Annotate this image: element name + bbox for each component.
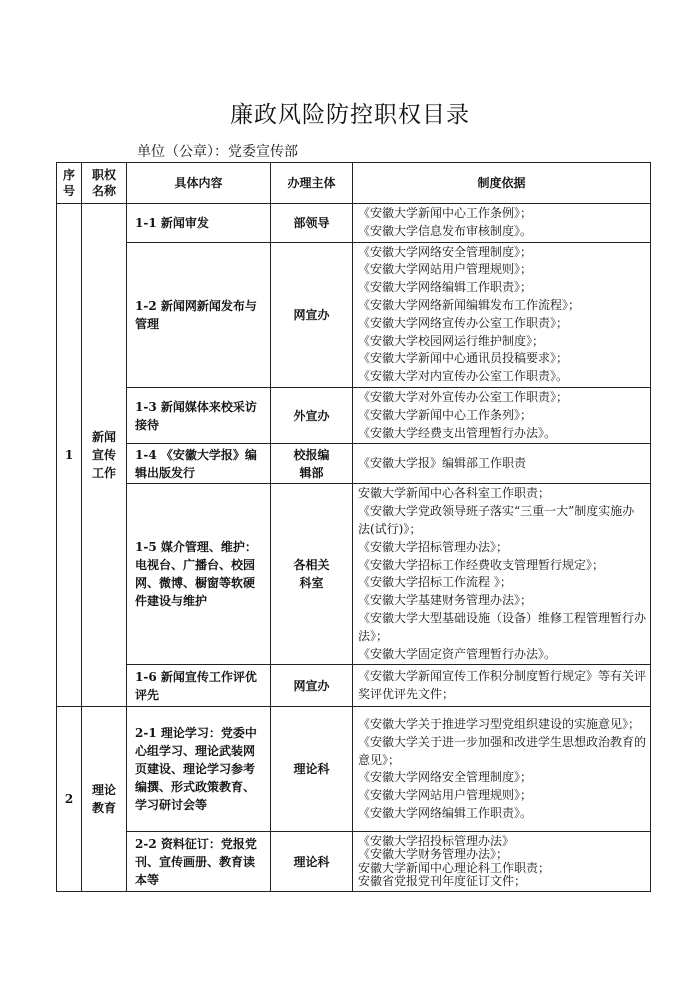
basis-item: 《安徽大学报》编辑部工作职责	[358, 455, 527, 470]
basis-item: 《安徽大学新闻宣传工作积分制度暂行规定》等有关评奖评优评先文件；	[358, 669, 647, 701]
header-seq-text: 序号	[62, 168, 75, 198]
table-row	[57, 242, 651, 387]
subject-text: 网宣办	[293, 307, 330, 322]
subject-cell	[271, 204, 353, 243]
basis-item: 《安徽大学固定资产管理暂行办法》。	[358, 646, 557, 661]
header-name	[82, 163, 127, 204]
basis-cell	[353, 444, 651, 484]
header-content: 具体内容	[127, 163, 271, 204]
content-cell: 1-5 媒介管理、维护：电视台、广播台、校园网、微博、橱窗等软硬件建设与维护	[127, 484, 271, 665]
table-row	[57, 707, 651, 832]
basis-cell	[353, 832, 651, 892]
authority-name	[82, 204, 127, 707]
subject-cell	[271, 484, 353, 665]
basis-item: 安徽大学新闻中心理论科工作职责；	[358, 860, 551, 875]
basis-item: 《安徽大学校园网运行维护制度》；	[358, 333, 545, 348]
subject-text: 理论科	[293, 762, 330, 777]
basis-item: 《安徽大学新闻中心通讯员投稿要求》；	[358, 351, 569, 366]
basis-item: 《安徽大学网络宣传办公室工作职责》；	[358, 315, 569, 330]
authority-name	[82, 707, 127, 892]
basis-item: 《安徽大学大型基础设施（设备）维修工程管理暂行办法》；	[358, 610, 647, 643]
subject-cell	[271, 665, 353, 707]
content-cell: 2-2 资料征订：党报党刊、宣传画册、教育读本等	[127, 832, 271, 892]
basis-item: 《安徽大学新闻中心工作条列》；	[358, 407, 533, 422]
content-cell: 1-3 新闻媒体来校采访接待	[127, 387, 271, 443]
basis-item: 《安徽大学网络编辑工作职责》；	[358, 280, 533, 295]
basis-item: 《安徽大学网络编辑工作职责》。	[358, 805, 533, 820]
basis-item: 《安徽大学网站用户管理规则》；	[358, 262, 533, 277]
basis-item: 安徽大学新闻中心各科室工作职责；	[358, 486, 551, 501]
table-row	[57, 832, 651, 892]
header-seq	[57, 163, 82, 204]
basis-item: 《安徽大学对内宣传办公室工作职责》。	[358, 369, 569, 384]
basis-cell	[353, 387, 651, 443]
basis-item: 《安徽大学网络安全管理制度》；	[358, 244, 533, 259]
content-cell: 1-2 新闻网新闻发布与管理	[127, 242, 271, 387]
table-row	[57, 444, 651, 484]
basis-item: 《安徽大学网络新闻编辑发布工作流程》；	[358, 297, 581, 312]
basis-item: 《安徽大学基建财务管理办法》；	[358, 593, 533, 608]
row-seq: 1	[57, 204, 82, 707]
subject-text: 各相关科室	[293, 558, 330, 591]
basis-item: 《安徽大学信息发布审核制度》。	[358, 223, 533, 238]
basis-item: 《安徽大学财务管理办法》；	[358, 847, 509, 862]
basis-cell	[353, 484, 651, 665]
basis-item: 《安徽大学对外宣传办公室工作职责》；	[358, 389, 569, 404]
basis-item: 《安徽大学网站用户管理规则》；	[358, 788, 533, 803]
basis-cell	[353, 665, 651, 707]
basis-cell	[353, 707, 651, 832]
subject-cell	[271, 242, 353, 387]
basis-cell	[353, 204, 651, 243]
content-cell: 1-1 新闻审发	[127, 204, 271, 243]
row-seq: 2	[57, 707, 82, 892]
subject-cell	[271, 387, 353, 443]
basis-item: 《安徽大学招标工作流程 》；	[358, 575, 512, 590]
subject-text: 理论科	[293, 854, 330, 869]
table-row	[57, 204, 651, 243]
basis-item: 《安徽大学经费支出管理暂行办法》。	[358, 425, 557, 440]
subject-cell	[271, 707, 353, 832]
header-basis: 制度依据	[353, 163, 651, 204]
unit-label: 单位（公章）：党委宣传部	[137, 144, 298, 160]
subject-text: 外宣办	[293, 408, 330, 423]
subject-text: 网宣办	[293, 678, 330, 693]
header-subject: 办理主体	[271, 163, 353, 204]
subject-text: 部领导	[293, 215, 330, 230]
header-name-text: 职权名称	[91, 168, 116, 198]
content-cell: 1-6 新闻宣传工作评优评先	[127, 665, 271, 707]
content-cell: 1-4 《安徽大学报》编辑出版发行	[127, 444, 271, 484]
basis-item: 《安徽大学网络安全管理制度》；	[358, 770, 533, 785]
basis-item: 《安徽大学关于推进学习型党组织建设的实施意见》；	[358, 716, 641, 731]
authority-name-text: 新闻宣传工作	[92, 430, 117, 481]
basis-item: 《安徽大学新闻中心工作条例》；	[358, 206, 533, 220]
header-row	[57, 163, 651, 204]
subject-text: 校报编辑部	[293, 447, 330, 480]
basis-item: 《安徽大学招标工作经费收支管理暂行规定》；	[358, 557, 605, 572]
basis-cell	[353, 242, 651, 387]
table-row	[57, 665, 651, 707]
authority-name-text: 理论教育	[92, 783, 117, 816]
basis-item: 《安徽大学招标管理办法》；	[358, 539, 509, 554]
page-title: 廉政风险防控职权目录	[230, 102, 470, 128]
subject-cell	[271, 444, 353, 484]
basis-item: 《安徽大学关于进一步加强和改进学生思想政治教育的意见》；	[358, 734, 647, 767]
content-cell: 2-1 理论学习：党委中心组学习、理论武装网页建设、理论学习参考编撰、形式政策教育、学习研讨会等	[127, 707, 271, 832]
authority-table	[56, 162, 651, 892]
table-row	[57, 387, 651, 443]
basis-item: 《安徽大学招投标管理办法》	[358, 833, 515, 848]
basis-item: 安徽省党报党刊年度征订文件；	[358, 874, 527, 889]
basis-item: 《安徽大学党政领导班子落实“三重一大”制度实施办法(试行)》；	[358, 504, 635, 536]
table-row	[57, 484, 651, 665]
subject-cell	[271, 832, 353, 892]
